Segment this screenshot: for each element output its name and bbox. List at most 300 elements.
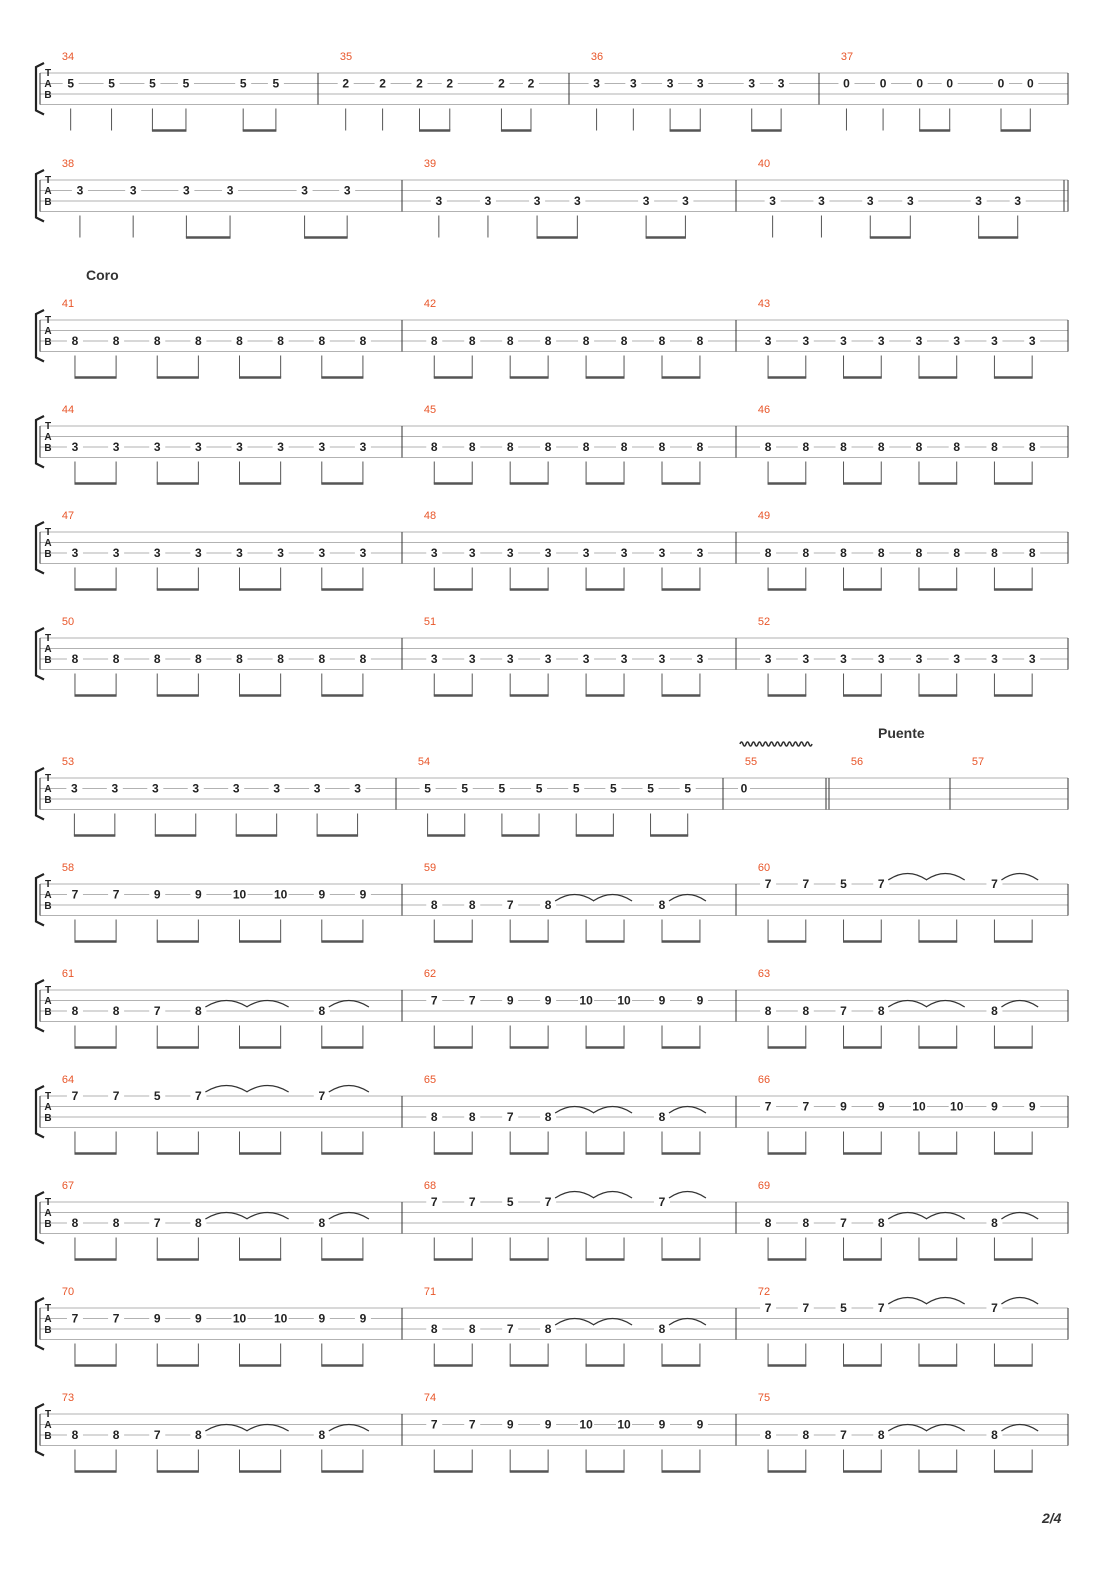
fret-number: 3 xyxy=(593,76,600,91)
fret-number: 3 xyxy=(620,546,628,560)
fret-number: 7 xyxy=(195,1089,202,1103)
fret-number: 8 xyxy=(468,1322,476,1336)
fret-number: 8 xyxy=(468,1110,476,1124)
fret-number: 8 xyxy=(658,1110,666,1124)
fret-number: 8 xyxy=(620,440,628,454)
fret-number: 8 xyxy=(506,440,514,454)
fret-number: 8 xyxy=(991,440,998,454)
tie-arc xyxy=(205,1213,247,1220)
fret-number: 9 xyxy=(153,887,161,902)
fret-number: 3 xyxy=(71,781,78,796)
measure-number: 71 xyxy=(423,1286,437,1298)
tie-arc xyxy=(926,1001,965,1008)
fret-number: 3 xyxy=(195,546,202,560)
tie-arc xyxy=(593,1319,632,1326)
fret-number: 8 xyxy=(318,334,326,348)
tab-clef-letter: A xyxy=(44,1314,52,1326)
measure-number: 58 xyxy=(61,862,75,874)
fret-number: 3 xyxy=(840,652,847,666)
tie-arc xyxy=(593,895,632,902)
measure-number: 40 xyxy=(757,158,771,170)
tie-arc xyxy=(329,1086,369,1093)
tab-clef-letter: A xyxy=(44,784,52,796)
fret-number: 8 xyxy=(877,440,885,454)
tie-arc xyxy=(1001,1425,1038,1432)
tab-clef-letter: B xyxy=(44,655,52,667)
fret-number: 8 xyxy=(71,1004,79,1018)
tie-arc xyxy=(205,1425,247,1432)
measure-number: 52 xyxy=(757,616,771,628)
fret-number: 8 xyxy=(430,334,438,348)
fret-number: 3 xyxy=(544,652,552,666)
fret-number: 8 xyxy=(953,546,961,560)
fret-number: 8 xyxy=(696,440,704,454)
fret-number: 3 xyxy=(574,194,581,208)
fret-number: 3 xyxy=(183,183,190,198)
fret-number: 7 xyxy=(802,1301,810,1315)
fret-number: 8 xyxy=(802,546,810,560)
fret-number: 3 xyxy=(226,183,234,198)
fret-number: 8 xyxy=(112,1004,120,1018)
fret-number: 8 xyxy=(764,440,772,454)
fret-number: 2 xyxy=(527,76,535,91)
fret-number: 9 xyxy=(544,993,552,1008)
measure-number: 69 xyxy=(757,1180,771,1192)
fret-number: 8 xyxy=(359,652,367,666)
fret-number: 8 xyxy=(195,1428,202,1442)
fret-number: 7 xyxy=(71,1311,79,1326)
fret-number: 8 xyxy=(236,652,243,666)
fret-number: 8 xyxy=(991,546,998,560)
fret-number: 7 xyxy=(71,1089,79,1103)
fret-number: 8 xyxy=(71,1216,79,1230)
fret-number: 5 xyxy=(498,781,506,796)
fret-number: 3 xyxy=(802,334,810,348)
tie-arc xyxy=(205,1001,247,1008)
fret-number: 0 xyxy=(916,76,924,91)
fret-number: 7 xyxy=(877,877,885,891)
fret-number: 5 xyxy=(684,781,692,796)
fret-number: 0 xyxy=(740,781,748,796)
fret-number: 8 xyxy=(877,1216,885,1230)
fret-number: 8 xyxy=(318,1428,326,1442)
measure-number: 51 xyxy=(423,616,437,628)
tab-clef-letter: T xyxy=(44,1091,52,1102)
fret-number: 8 xyxy=(71,334,79,348)
section-label-puente: Puente xyxy=(878,725,925,741)
fret-number: 8 xyxy=(544,898,552,912)
measure-number: 75 xyxy=(757,1392,771,1404)
fret-number: 8 xyxy=(764,1004,772,1018)
tab-clef-letter: A xyxy=(44,890,52,902)
fret-number: 5 xyxy=(840,877,847,891)
tab-clef-letter: B xyxy=(44,197,52,209)
fret-number: 8 xyxy=(430,898,438,912)
measure-number: 61 xyxy=(61,968,75,980)
fret-number: 3 xyxy=(313,781,321,796)
tab-clef-letter: T xyxy=(44,879,52,890)
measure-number: 54 xyxy=(417,756,431,768)
measure-number: 73 xyxy=(61,1392,75,1404)
tie-arc xyxy=(247,1086,289,1093)
fret-number: 9 xyxy=(359,1311,367,1326)
tie-arc xyxy=(593,1107,632,1114)
fret-number: 2 xyxy=(416,76,423,91)
tie-arc xyxy=(205,1086,247,1093)
fret-number: 9 xyxy=(318,887,326,902)
fret-number: 5 xyxy=(239,76,247,91)
measure-number: 57 xyxy=(971,756,985,768)
fret-number: 3 xyxy=(533,194,541,208)
fret-number: 8 xyxy=(112,334,120,348)
fret-number: 3 xyxy=(112,440,120,454)
fret-number: 10 xyxy=(232,1311,247,1326)
measure-number: 49 xyxy=(757,510,771,522)
tie-arc xyxy=(669,1107,706,1114)
tab-clef-letter: T xyxy=(44,315,52,326)
measure-number: 60 xyxy=(757,862,771,874)
measure-number: 43 xyxy=(757,298,771,310)
tie-arc xyxy=(329,1425,369,1432)
fret-number: 3 xyxy=(582,546,590,560)
fret-number: 7 xyxy=(430,1417,438,1432)
fret-number: 0 xyxy=(843,76,850,91)
fret-number: 7 xyxy=(153,1428,161,1442)
fret-number: 9 xyxy=(195,887,202,902)
measure-number: 46 xyxy=(757,404,771,416)
fret-number: 3 xyxy=(642,194,650,208)
fret-number: 8 xyxy=(195,334,202,348)
fret-number: 7 xyxy=(318,1089,326,1103)
measure-number: 36 xyxy=(590,51,604,63)
measure-number: 68 xyxy=(423,1180,437,1192)
tie-arc xyxy=(247,1425,289,1432)
fret-number: 7 xyxy=(71,887,79,902)
tab-clef-letter: B xyxy=(44,1325,52,1337)
fret-number: 3 xyxy=(359,546,367,560)
tab-clef-letter: A xyxy=(44,326,52,338)
fret-number: 3 xyxy=(236,440,243,454)
fret-number: 8 xyxy=(658,898,666,912)
fret-number: 3 xyxy=(484,194,492,208)
fret-number: 3 xyxy=(318,546,326,560)
measure-number: 38 xyxy=(61,158,75,170)
fret-number: 3 xyxy=(343,183,351,198)
fret-number: 9 xyxy=(318,1311,326,1326)
fret-number: 3 xyxy=(840,334,847,348)
fret-number: 9 xyxy=(696,993,704,1008)
fret-number: 3 xyxy=(620,652,628,666)
fret-number: 5 xyxy=(153,1089,161,1103)
fret-number: 3 xyxy=(658,546,666,560)
fret-number: 5 xyxy=(424,781,431,796)
fret-number: 7 xyxy=(764,1301,772,1315)
tab-clef-letter: B xyxy=(44,1007,52,1019)
tab-clef-letter: B xyxy=(44,1219,52,1231)
fret-number: 3 xyxy=(236,546,243,560)
fret-number: 8 xyxy=(468,898,476,912)
tie-arc xyxy=(555,895,594,902)
fret-number: 7 xyxy=(430,993,438,1008)
fret-number: 8 xyxy=(764,1216,772,1230)
fret-number: 3 xyxy=(153,546,161,560)
tab-clef-letter: B xyxy=(44,90,52,102)
measure-number: 55 xyxy=(744,756,758,768)
measure-number: 74 xyxy=(423,1392,437,1404)
fret-number: 3 xyxy=(277,546,284,560)
fret-number: 3 xyxy=(71,546,79,560)
fret-number: 7 xyxy=(840,1216,847,1230)
tab-clef-letter: B xyxy=(44,901,52,913)
fret-number: 8 xyxy=(195,1004,202,1018)
fret-number: 3 xyxy=(582,652,590,666)
fret-number: 3 xyxy=(915,334,923,348)
tie-arc xyxy=(1001,874,1038,881)
fret-number: 9 xyxy=(153,1311,161,1326)
tab-clef-letter: T xyxy=(44,773,52,784)
tab-clef-letter: T xyxy=(44,421,52,432)
fret-number: 7 xyxy=(506,1322,514,1336)
fret-number: 7 xyxy=(764,1099,772,1114)
fret-number: 8 xyxy=(764,546,772,560)
fret-number: 5 xyxy=(840,1301,847,1315)
tie-arc xyxy=(926,1213,965,1220)
fret-number: 3 xyxy=(468,546,476,560)
fret-number: 9 xyxy=(840,1099,847,1114)
fret-number: 10 xyxy=(232,887,247,902)
fret-number: 3 xyxy=(877,652,885,666)
fret-number: 7 xyxy=(764,877,772,891)
vibrato-mark xyxy=(740,742,812,746)
fret-number: 3 xyxy=(430,652,438,666)
fret-number: 0 xyxy=(946,76,954,91)
measure-number: 47 xyxy=(61,510,75,522)
measure-number: 41 xyxy=(61,298,75,310)
fret-number: 10 xyxy=(579,1417,593,1432)
fret-number: 2 xyxy=(379,76,386,91)
fret-number: 5 xyxy=(108,76,115,91)
fret-number: 2 xyxy=(498,76,505,91)
fret-number: 7 xyxy=(991,877,998,891)
fret-number: 3 xyxy=(777,76,785,91)
fret-number: 8 xyxy=(468,334,476,348)
tab-clef-letter: T xyxy=(44,1197,52,1208)
tie-arc xyxy=(926,874,965,881)
tab-clef-letter: A xyxy=(44,538,52,550)
tie-arc xyxy=(555,1319,594,1326)
fret-number: 8 xyxy=(277,652,284,666)
fret-number: 9 xyxy=(991,1099,998,1114)
fret-number: 7 xyxy=(802,1099,810,1114)
fret-number: 8 xyxy=(71,1428,79,1442)
fret-number: 7 xyxy=(506,1110,514,1124)
fret-number: 7 xyxy=(468,1195,476,1209)
fret-number: 8 xyxy=(195,652,202,666)
measure-number: 37 xyxy=(840,51,854,63)
tab-clef-letter: T xyxy=(44,68,52,79)
tab-clef-letter: A xyxy=(44,79,52,91)
fret-number: 3 xyxy=(544,546,552,560)
fret-number: 3 xyxy=(301,183,308,198)
fret-number: 9 xyxy=(877,1099,885,1114)
tie-arc xyxy=(669,895,706,902)
fret-number: 3 xyxy=(359,440,367,454)
fret-number: 3 xyxy=(991,334,998,348)
fret-number: 5 xyxy=(461,781,469,796)
tab-clef-letter: A xyxy=(44,996,52,1008)
fret-number: 3 xyxy=(430,546,438,560)
fret-number: 3 xyxy=(151,781,159,796)
fret-number: 8 xyxy=(802,1428,810,1442)
fret-number: 3 xyxy=(696,546,704,560)
tie-arc xyxy=(555,1107,594,1114)
fret-number: 7 xyxy=(506,898,514,912)
fret-number: 3 xyxy=(866,194,874,208)
tab-clef-letter: T xyxy=(44,633,52,644)
fret-number: 0 xyxy=(1026,76,1034,91)
fret-number: 10 xyxy=(950,1099,964,1114)
fret-number: 3 xyxy=(915,652,923,666)
tab-clef-letter: T xyxy=(44,1409,52,1420)
fret-number: 8 xyxy=(506,334,514,348)
tab-clef-letter: B xyxy=(44,1431,52,1443)
fret-number: 5 xyxy=(272,76,280,91)
tie-arc xyxy=(593,1192,632,1199)
fret-number: 8 xyxy=(112,652,120,666)
tab-clef-letter: A xyxy=(44,1420,52,1432)
fret-number: 7 xyxy=(112,1089,120,1103)
fret-number: 8 xyxy=(318,1216,326,1230)
fret-number: 10 xyxy=(579,993,593,1008)
tie-arc xyxy=(888,1298,927,1305)
fret-number: 3 xyxy=(769,194,776,208)
fret-number: 3 xyxy=(629,76,637,91)
tab-clef-letter: B xyxy=(44,549,52,561)
fret-number: 3 xyxy=(666,76,674,91)
fret-number: 7 xyxy=(468,993,476,1008)
tab-clef-letter: B xyxy=(44,795,52,807)
fret-number: 8 xyxy=(430,1322,438,1336)
fret-number: 3 xyxy=(112,546,120,560)
fret-number: 8 xyxy=(877,1004,885,1018)
fret-number: 8 xyxy=(582,334,590,348)
fret-number: 7 xyxy=(877,1301,885,1315)
fret-number: 7 xyxy=(430,1195,438,1209)
fret-number: 3 xyxy=(658,652,666,666)
fret-number: 3 xyxy=(435,194,443,208)
fret-number: 3 xyxy=(696,76,704,91)
fret-number: 8 xyxy=(877,546,885,560)
fret-number: 9 xyxy=(359,887,367,902)
fret-number: 5 xyxy=(149,76,156,91)
fret-number: 2 xyxy=(446,76,454,91)
fret-number: 8 xyxy=(112,1428,120,1442)
fret-number: 10 xyxy=(273,887,288,902)
measure-number: 70 xyxy=(61,1286,75,1298)
measure-number: 59 xyxy=(423,862,437,874)
fret-number: 8 xyxy=(71,652,79,666)
tie-arc xyxy=(329,1213,369,1220)
fret-number: 8 xyxy=(953,440,961,454)
tie-arc xyxy=(926,1425,965,1432)
tie-arc xyxy=(329,1001,369,1008)
fret-number: 7 xyxy=(112,887,120,902)
fret-number: 8 xyxy=(620,334,628,348)
fret-number: 3 xyxy=(273,781,281,796)
tie-arc xyxy=(888,1001,927,1008)
measure-number: 48 xyxy=(423,510,437,522)
fret-number: 8 xyxy=(430,440,438,454)
fret-number: 5 xyxy=(647,781,654,796)
fret-number: 8 xyxy=(915,440,923,454)
fret-number: 9 xyxy=(1028,1099,1036,1114)
fret-number: 8 xyxy=(468,440,476,454)
fret-number: 8 xyxy=(544,334,552,348)
fret-number: 3 xyxy=(195,440,202,454)
fret-number: 9 xyxy=(195,1311,202,1326)
fret-number: 8 xyxy=(582,440,590,454)
fret-number: 3 xyxy=(802,652,810,666)
tab-clef-letter: A xyxy=(44,1102,52,1114)
fret-number: 10 xyxy=(617,1417,631,1432)
fret-number: 7 xyxy=(153,1216,161,1230)
fret-number: 8 xyxy=(544,1110,552,1124)
measure-number: 50 xyxy=(61,616,75,628)
fret-number: 8 xyxy=(318,652,326,666)
fret-number: 8 xyxy=(1028,440,1036,454)
fret-number: 8 xyxy=(153,334,161,348)
fret-number: 8 xyxy=(544,1322,552,1336)
measure-number: 63 xyxy=(757,968,771,980)
fret-number: 8 xyxy=(658,1322,666,1336)
measure-number: 35 xyxy=(339,51,353,63)
fret-number: 8 xyxy=(658,334,666,348)
fret-number: 3 xyxy=(506,546,514,560)
fret-number: 8 xyxy=(802,1216,810,1230)
tie-arc xyxy=(669,1319,706,1326)
fret-number: 9 xyxy=(696,1417,704,1432)
tie-arc xyxy=(1001,1213,1038,1220)
tab-clef-letter: T xyxy=(44,985,52,996)
tie-arc xyxy=(1001,1001,1038,1008)
tab-clef-letter: A xyxy=(44,432,52,444)
measure-number: 64 xyxy=(61,1074,75,1086)
fret-number: 3 xyxy=(192,781,200,796)
fret-number: 8 xyxy=(840,440,847,454)
fret-number: 7 xyxy=(153,1004,161,1018)
fret-number: 3 xyxy=(129,183,137,198)
tab-clef-letter: B xyxy=(44,1113,52,1125)
fret-number: 7 xyxy=(544,1195,552,1209)
tie-arc xyxy=(888,1213,927,1220)
page-number: 2/4 xyxy=(1042,1510,1062,1526)
fret-number: 3 xyxy=(953,334,961,348)
fret-number: 8 xyxy=(277,334,284,348)
fret-number: 3 xyxy=(748,76,756,91)
fret-number: 8 xyxy=(359,334,367,348)
fret-number: 8 xyxy=(195,1216,202,1230)
fret-number: 7 xyxy=(658,1195,666,1209)
tab-clef-letter: A xyxy=(44,644,52,656)
measure-number: 45 xyxy=(423,404,437,416)
fret-number: 3 xyxy=(468,652,476,666)
fret-number: 3 xyxy=(153,440,161,454)
fret-number: 7 xyxy=(991,1301,998,1315)
fret-number: 5 xyxy=(535,781,543,796)
fret-number: 8 xyxy=(991,1428,998,1442)
measure-number: 67 xyxy=(61,1180,75,1192)
fret-number: 8 xyxy=(1028,546,1036,560)
